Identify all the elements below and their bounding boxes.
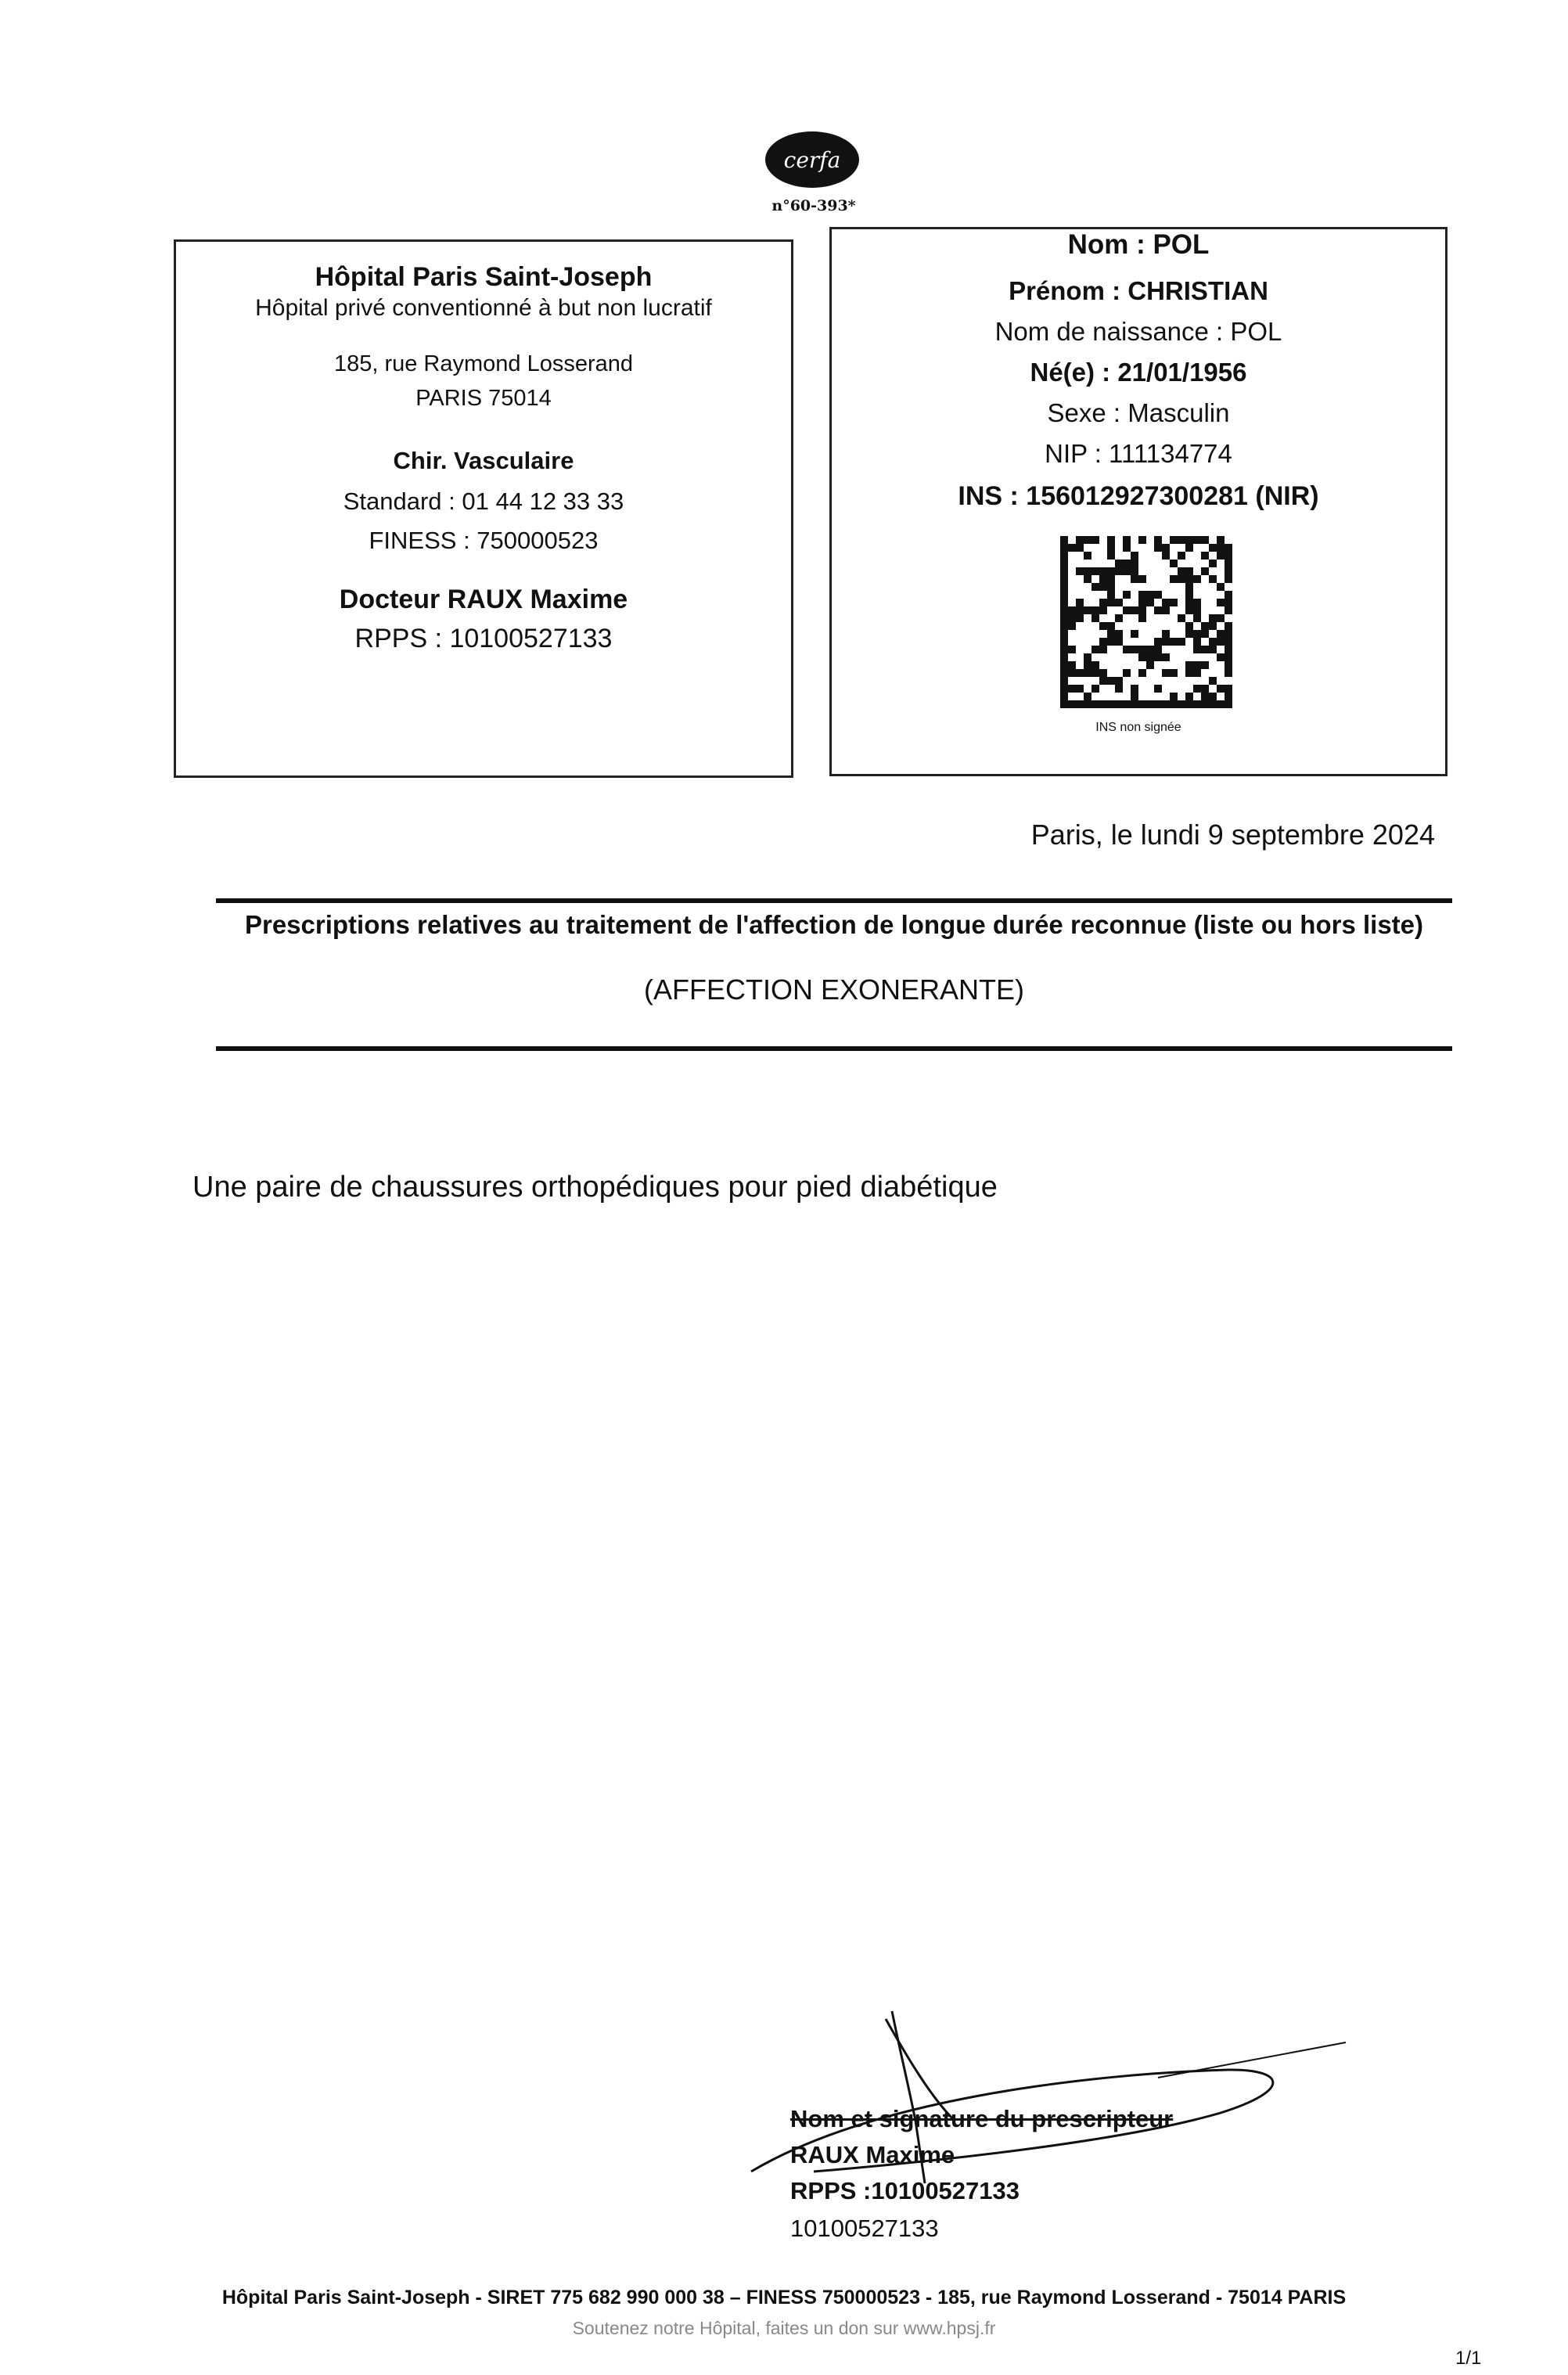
hospital-department: Chir. Vasculaire <box>393 447 574 474</box>
ins-status-label: INS non signée <box>1095 721 1181 734</box>
divider-bottom <box>216 1046 1452 1051</box>
patient-first-name: Prénom : CHRISTIAN <box>1009 276 1268 305</box>
doctor-name: Docteur RAUX Maxime <box>339 585 628 614</box>
hospital-info-box <box>174 239 793 778</box>
page-number: 1/1 <box>1455 2348 1482 2369</box>
cerfa-logo <box>765 131 859 188</box>
patient-birth-date: Né(e) : 21/01/1956 <box>1030 358 1247 387</box>
hospital-city: PARIS 75014 <box>415 386 552 411</box>
hospital-finess: FINESS : 750000523 <box>369 527 599 554</box>
cerfa-form-number: n°60-393* <box>771 197 856 214</box>
footer-hospital-info: Hôpital Paris Saint-Joseph - SIRET 775 682 990 000 38 – FINESS 750000523 - 185, rue Raymond Losserand - 75014 PARIS <box>221 2287 1347 2308</box>
cerfa-logo-text: cerfa <box>783 146 841 173</box>
hospital-street: 185, rue Raymond Losserand <box>333 351 634 376</box>
signature-rpps: RPPS :10100527133 <box>790 2177 1020 2204</box>
patient-last-name: Nom : POL <box>1067 229 1210 260</box>
ald-title: Prescriptions relatives au traitement de l'affection de longue durée reconnue (liste ou hors liste) <box>244 910 1424 939</box>
patient-sex: Sexe : Masculin <box>1047 398 1230 427</box>
hospital-phone: Standard : 01 44 12 33 33 <box>343 488 624 515</box>
signature-name: RAUX Maxime <box>790 2141 955 2168</box>
patient-ins: INS : 156012927300281 (NIR) <box>958 481 1319 511</box>
prescription-item: Une paire de chaussures orthopédiques pour pied diabétique <box>192 1171 998 1204</box>
footer-donation-note: Soutenez notre Hôpital, faites un don sur www.hpsj.fr <box>572 2318 996 2338</box>
prescription-date: Paris, le lundi 9 septembre 2024 <box>1030 819 1435 851</box>
divider-top <box>216 898 1452 903</box>
hospital-name: Hôpital Paris Saint-Joseph <box>315 262 653 292</box>
signature-rpps-number: 10100527133 <box>790 2215 939 2242</box>
datamatrix-code-icon <box>1060 536 1232 708</box>
patient-info-box <box>829 227 1448 776</box>
doctor-rpps: RPPS : 10100527133 <box>354 624 613 653</box>
hospital-subtitle: Hôpital privé conventionné à but non lucratif <box>255 295 712 321</box>
ald-subtitle: (AFFECTION EXONERANTE) <box>643 973 1025 1006</box>
patient-birth-name: Nom de naissance : POL <box>994 317 1282 346</box>
signature-label: Nom et signature du prescripteur <box>790 2105 1174 2132</box>
patient-nip: NIP : 111134774 <box>1045 439 1232 468</box>
